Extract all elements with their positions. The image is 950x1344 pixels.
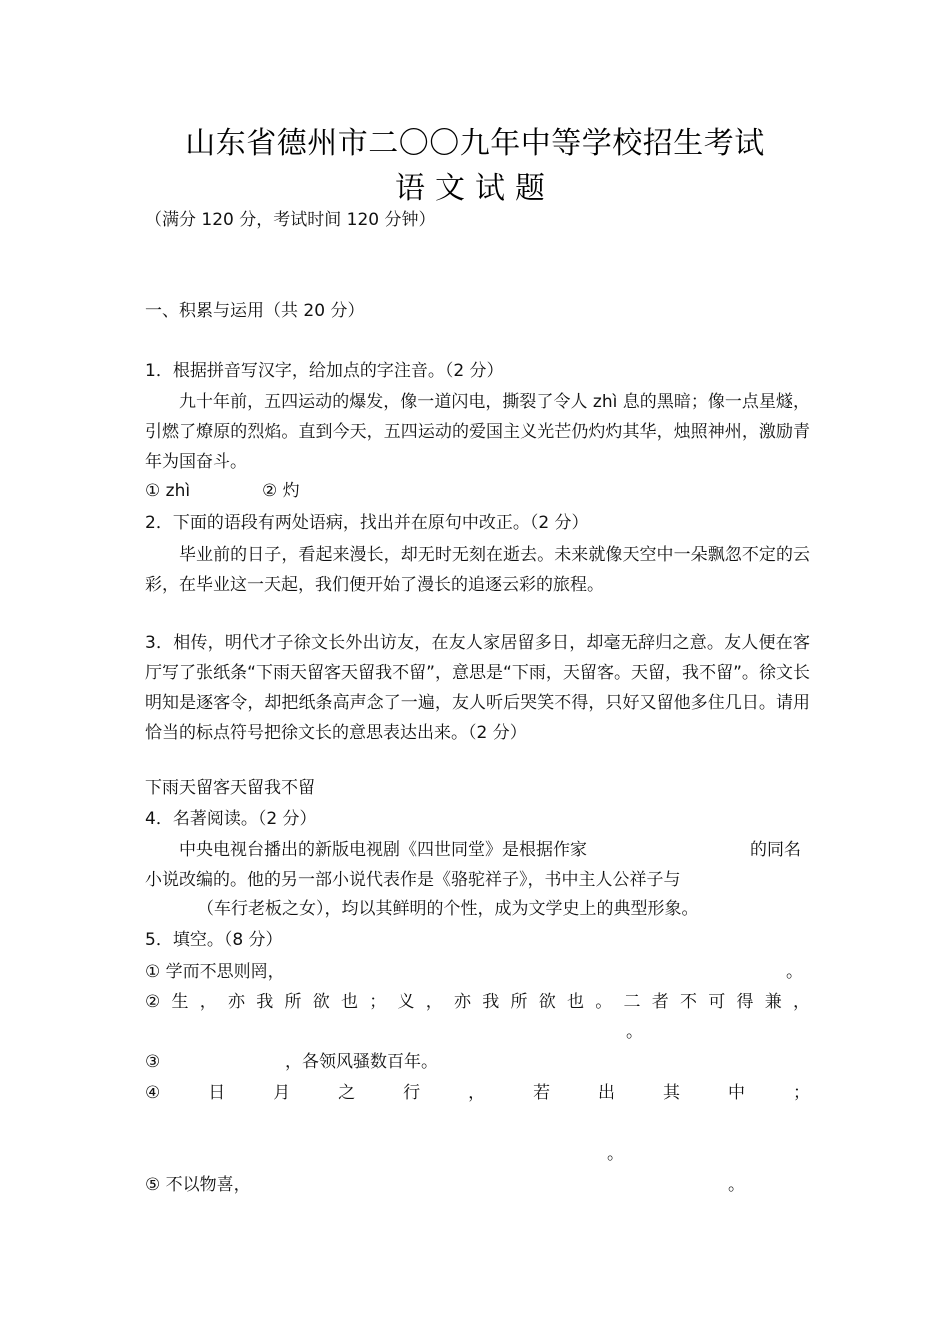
q5-item-2-char: 所	[284, 992, 302, 1012]
q5-item-4-char: 其	[663, 1083, 680, 1103]
q1-prompt: 1．根据拼音写汉字，给加点的字注音。（2 分）	[145, 361, 504, 381]
q5-item-2-char: ；	[369, 992, 387, 1012]
q5-prompt: 5．填空。（8 分）	[145, 930, 283, 950]
q5-item-2-char: ，	[425, 992, 443, 1012]
q5-item-5: ⑤ 不以物喜，	[145, 1175, 251, 1195]
q1-item-1: ① zhì	[145, 481, 191, 501]
exam-title: 山东省德州市二〇〇九年中等学校招生考试	[185, 126, 765, 161]
q5-item-2-char: 我	[256, 992, 274, 1012]
q1-passage: 九十年前，五四运动的爆发，像一道闪电，撕裂了令人 zhì 息的黑暗；像一点星燧，引燃了燎原的烈焰。直到今天，五四运动的爱国主义光芒仍灼灼其华，烛照神州，激励青年为国奋斗。	[145, 392, 810, 472]
q5-item-2-char: 二	[623, 992, 641, 1012]
q5-item-2-char: 不	[680, 992, 697, 1012]
q5-item-2-char: 生	[171, 992, 189, 1012]
score-note: （满分 120 分，考试时间 120 分钟）	[145, 210, 436, 230]
q5-item-2-char: 者	[651, 992, 669, 1012]
q5-item-2-char: 欲	[538, 992, 556, 1012]
q2-prompt: 2．下面的语段有两处语病，找出并在原句中改正。（2 分）	[145, 513, 589, 533]
q5-item-2-char: 所	[510, 992, 528, 1012]
q5-item-4-end: 。	[607, 1144, 624, 1164]
q4-prompt: 4．名著阅读。（2 分）	[145, 809, 317, 829]
q5-item-2-char: ，	[793, 992, 810, 1012]
q5-item-3-text: ，各领风骚数百年。	[285, 1052, 438, 1072]
q5-item-2-char: 兼	[764, 992, 782, 1012]
q5-item-1-end: 。	[786, 962, 803, 982]
q2-passage: 毕业前的日子，看起来漫长，却无时无刻在逝去。未来就像天空中一朵飘忽不定的云彩，在毕业这一天起，我们便开始了漫长的追逐云彩的旅程。	[145, 545, 810, 595]
q5-item-4-char: 日	[208, 1083, 226, 1103]
q5-item-2-char: 亦	[454, 992, 471, 1012]
q5-item-2	[145, 990, 810, 1014]
q5-item-2-char: 我	[482, 992, 500, 1012]
q5-item-4-char: ；	[792, 1083, 810, 1103]
q5-item-2-char: 。	[595, 992, 613, 1012]
q5-item-2-char: 也	[341, 992, 358, 1012]
q5-item-2-char: 亦	[228, 992, 245, 1012]
q5-item-2-char: ②	[145, 992, 161, 1012]
q5-item-5-end: 。	[728, 1175, 745, 1195]
q5-item-4	[145, 1081, 810, 1105]
q4-line1-b: 的同名	[750, 840, 801, 860]
q5-item-4-char: 若	[533, 1083, 551, 1103]
q5-item-4-char: ，	[468, 1083, 486, 1103]
q1-item-2: ② 灼	[262, 481, 300, 501]
q5-item-4-char: 之	[338, 1083, 356, 1103]
q3-line: 下雨天留客天留我不留	[145, 778, 315, 798]
q5-item-2-char: 义	[397, 992, 415, 1012]
q5-item-2-end: 。	[626, 1022, 643, 1042]
q3-passage: 3．相传，明代才子徐文长外出访友，在友人家居留多日，却毫无辞归之意。友人便在客厅写了张纸条“下雨天留客天留我不留”，意思是“下雨，天留客。天留，我不留”。徐文长明知是逐客令，却把纸条高声念了一遍，友人听后哭笑不得，只好又留他多住几日。请用恰当的标点符号把徐文长的意思表达出来。（2 分）	[145, 633, 810, 743]
q5-item-4-char: ④	[145, 1083, 161, 1103]
q5-item-2-char: 得	[736, 992, 754, 1012]
q4-line2: 小说改编的。他的另一部小说代表作是《骆驼祥子》，书中主人公祥子与	[145, 870, 681, 890]
q5-item-4-char: 行	[403, 1083, 421, 1103]
section-heading: 一、积累与运用（共 20 分）	[145, 301, 365, 321]
q5-item-4-char: 月	[273, 1083, 291, 1103]
q4-line3: （车行老板之女），均以其鲜明的个性，成为文学史上的典型形象。	[197, 899, 699, 919]
q5-item-1: ① 学而不思则罔，	[145, 962, 285, 982]
exam-subtitle: 语文试题	[395, 171, 555, 206]
q5-item-4-char: 出	[598, 1083, 616, 1103]
q5-item-3-number: ③	[145, 1052, 161, 1072]
q5-item-2-char: 欲	[312, 992, 330, 1012]
q5-item-2-char: ，	[199, 992, 217, 1012]
q5-item-2-char: 也	[567, 992, 584, 1012]
q5-item-2-char: 可	[708, 992, 726, 1012]
q4-line1-a: 中央电视台播出的新版电视剧《四世同堂》是根据作家	[179, 840, 587, 860]
q5-item-4-char: 中	[727, 1083, 745, 1103]
